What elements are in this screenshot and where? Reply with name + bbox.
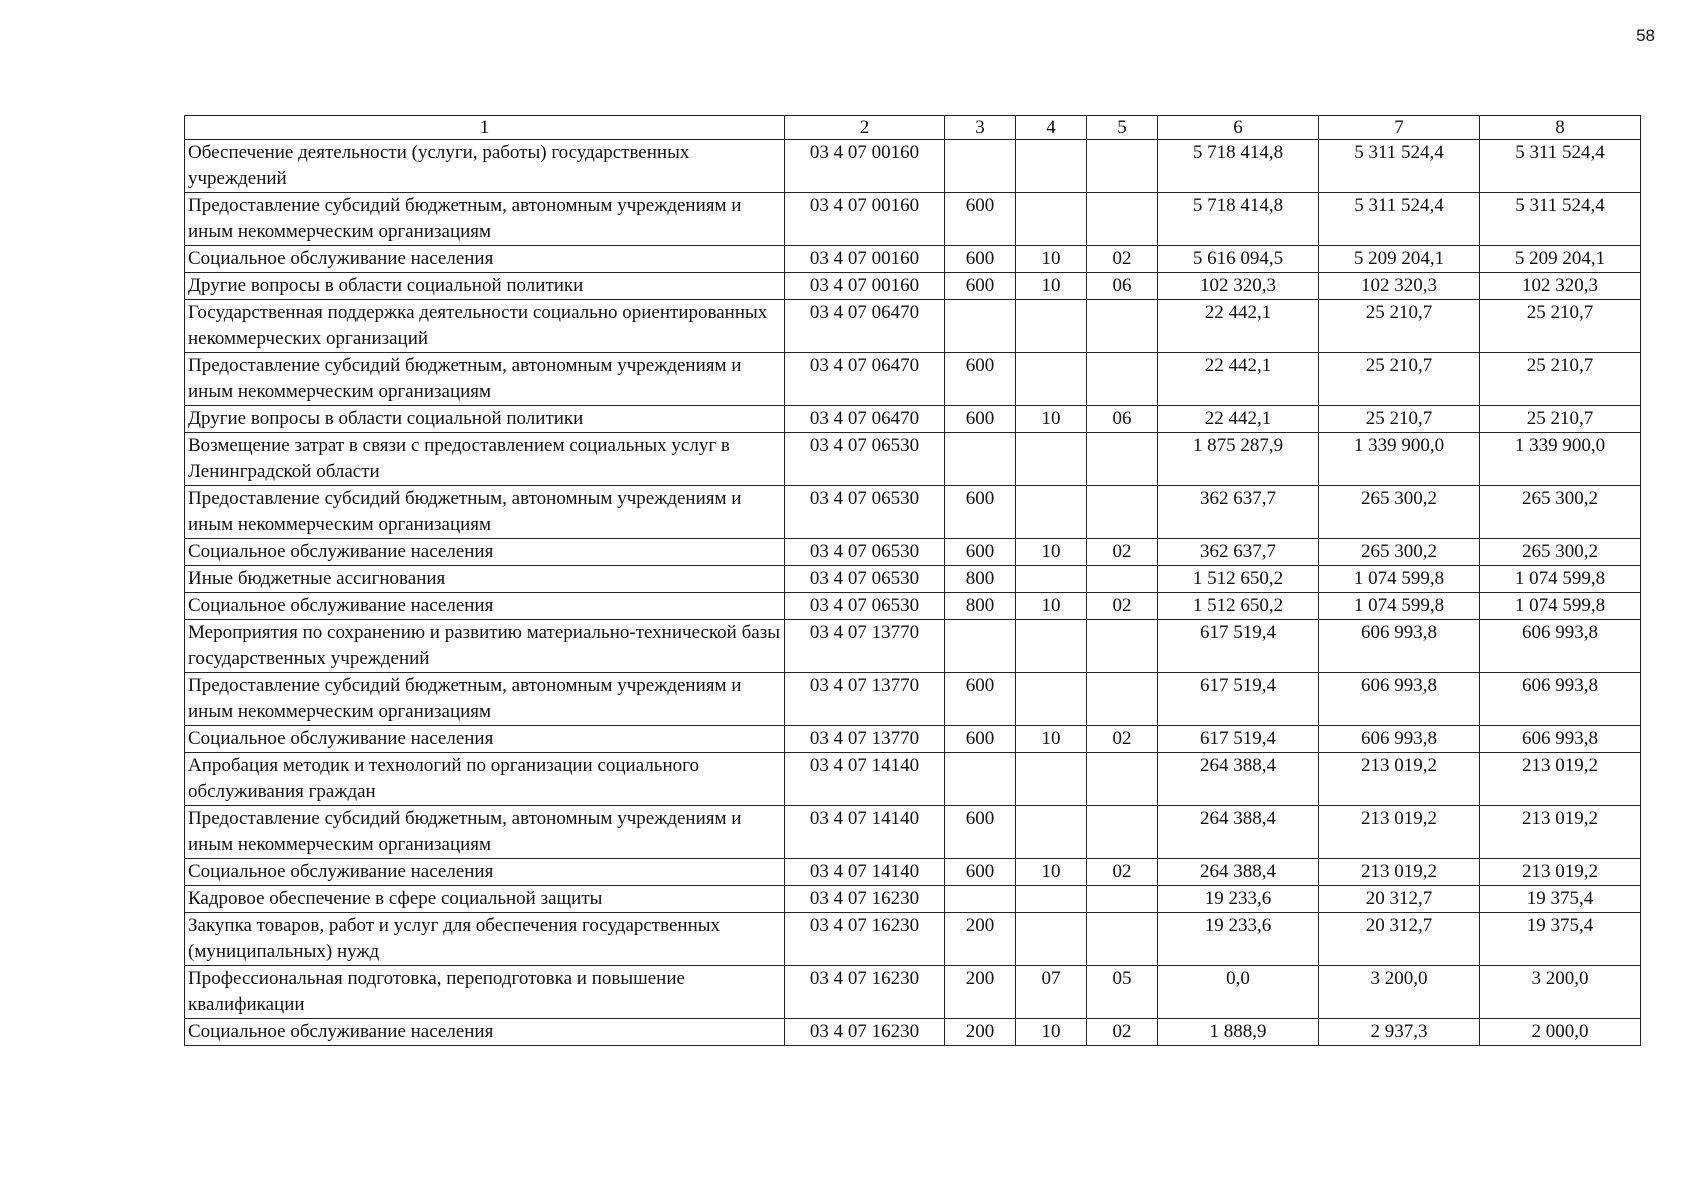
amount-col7-cell: 265 300,2 bbox=[1319, 539, 1480, 566]
subsection-cell bbox=[1087, 433, 1158, 486]
expense-type-cell: 600 bbox=[945, 859, 1016, 886]
section-cell bbox=[1016, 353, 1087, 406]
amount-col6-cell: 264 388,4 bbox=[1158, 753, 1319, 806]
item-name-cell: Другие вопросы в области социальной политики bbox=[185, 406, 785, 433]
expense-type-cell bbox=[945, 886, 1016, 913]
target-code-cell: 03 4 07 00160 bbox=[785, 273, 945, 300]
amount-col7-cell: 3 200,0 bbox=[1319, 966, 1480, 1019]
amount-col8-cell: 1 074 599,8 bbox=[1480, 593, 1641, 620]
amount-col7-cell: 25 210,7 bbox=[1319, 353, 1480, 406]
expense-type-cell bbox=[945, 300, 1016, 353]
amount-col6-cell: 617 519,4 bbox=[1158, 726, 1319, 753]
amount-col6-cell: 19 233,6 bbox=[1158, 913, 1319, 966]
item-name-cell: Предоставление субсидий бюджетным, автономным учреждениям и иным некоммерческим организациям bbox=[185, 673, 785, 726]
budget-table bbox=[184, 115, 1641, 1046]
section-cell bbox=[1016, 806, 1087, 859]
amount-col8-cell: 25 210,7 bbox=[1480, 353, 1641, 406]
expense-type-cell: 600 bbox=[945, 353, 1016, 406]
subsection-cell bbox=[1087, 620, 1158, 673]
amount-col7-cell: 606 993,8 bbox=[1319, 673, 1480, 726]
subsection-cell: 06 bbox=[1087, 273, 1158, 300]
amount-col8-cell: 25 210,7 bbox=[1480, 406, 1641, 433]
target-code-cell: 03 4 07 06530 bbox=[785, 593, 945, 620]
table-row bbox=[185, 486, 1641, 539]
section-cell bbox=[1016, 193, 1087, 246]
expense-type-cell bbox=[945, 620, 1016, 673]
item-name-cell: Апробация методик и технологий по организации социального обслуживания граждан bbox=[185, 753, 785, 806]
target-code-cell: 03 4 07 06530 bbox=[785, 433, 945, 486]
table-row bbox=[185, 886, 1641, 913]
section-cell bbox=[1016, 886, 1087, 913]
expense-type-cell bbox=[945, 433, 1016, 486]
table-row bbox=[185, 753, 1641, 806]
amount-col7-cell: 213 019,2 bbox=[1319, 753, 1480, 806]
amount-col6-cell: 19 233,6 bbox=[1158, 886, 1319, 913]
column-number-3: 3 bbox=[945, 116, 1016, 140]
target-code-cell: 03 4 07 14140 bbox=[785, 753, 945, 806]
section-cell bbox=[1016, 486, 1087, 539]
target-code-cell: 03 4 07 06530 bbox=[785, 486, 945, 539]
table-row bbox=[185, 913, 1641, 966]
item-name-cell: Социальное обслуживание населения bbox=[185, 859, 785, 886]
amount-col7-cell: 2 937,3 bbox=[1319, 1019, 1480, 1046]
expense-type-cell: 600 bbox=[945, 246, 1016, 273]
page-number: 58 bbox=[1636, 26, 1655, 45]
amount-col6-cell: 102 320,3 bbox=[1158, 273, 1319, 300]
expense-type-cell bbox=[945, 753, 1016, 806]
item-name-cell: Закупка товаров, работ и услуг для обеспечения государственных (муниципальных) нужд bbox=[185, 913, 785, 966]
amount-col8-cell: 102 320,3 bbox=[1480, 273, 1641, 300]
amount-col6-cell: 617 519,4 bbox=[1158, 620, 1319, 673]
amount-col7-cell: 5 311 524,4 bbox=[1319, 140, 1480, 193]
subsection-cell: 02 bbox=[1087, 593, 1158, 620]
amount-col8-cell: 1 339 900,0 bbox=[1480, 433, 1641, 486]
section-cell: 10 bbox=[1016, 1019, 1087, 1046]
table-row bbox=[185, 593, 1641, 620]
expense-type-cell: 600 bbox=[945, 486, 1016, 539]
subsection-cell bbox=[1087, 886, 1158, 913]
item-name-cell: Предоставление субсидий бюджетным, автономным учреждениям и иным некоммерческим организациям bbox=[185, 806, 785, 859]
amount-col6-cell: 1 875 287,9 bbox=[1158, 433, 1319, 486]
column-number-7: 7 bbox=[1319, 116, 1480, 140]
table-row bbox=[185, 300, 1641, 353]
amount-col6-cell: 22 442,1 bbox=[1158, 406, 1319, 433]
amount-col7-cell: 213 019,2 bbox=[1319, 859, 1480, 886]
amount-col8-cell: 5 209 204,1 bbox=[1480, 246, 1641, 273]
amount-col6-cell: 0,0 bbox=[1158, 966, 1319, 1019]
amount-col7-cell: 606 993,8 bbox=[1319, 620, 1480, 673]
amount-col8-cell: 213 019,2 bbox=[1480, 806, 1641, 859]
column-number-1: 1 bbox=[185, 116, 785, 140]
column-number-4: 4 bbox=[1016, 116, 1087, 140]
item-name-cell: Государственная поддержка деятельности социально ориентированных некоммерческих организаций bbox=[185, 300, 785, 353]
section-cell bbox=[1016, 433, 1087, 486]
amount-col8-cell: 2 000,0 bbox=[1480, 1019, 1641, 1046]
target-code-cell: 03 4 07 00160 bbox=[785, 140, 945, 193]
section-cell: 07 bbox=[1016, 966, 1087, 1019]
amount-col6-cell: 1 512 650,2 bbox=[1158, 593, 1319, 620]
target-code-cell: 03 4 07 13770 bbox=[785, 620, 945, 673]
expense-type-cell: 200 bbox=[945, 913, 1016, 966]
table-row bbox=[185, 1019, 1641, 1046]
column-number-2: 2 bbox=[785, 116, 945, 140]
amount-col7-cell: 25 210,7 bbox=[1319, 300, 1480, 353]
amount-col7-cell: 102 320,3 bbox=[1319, 273, 1480, 300]
amount-col7-cell: 213 019,2 bbox=[1319, 806, 1480, 859]
amount-col8-cell: 5 311 524,4 bbox=[1480, 140, 1641, 193]
amount-col7-cell: 20 312,7 bbox=[1319, 913, 1480, 966]
target-code-cell: 03 4 07 13770 bbox=[785, 726, 945, 753]
amount-col7-cell: 1 339 900,0 bbox=[1319, 433, 1480, 486]
item-name-cell: Профессиональная подготовка, переподготовка и повышение квалификации bbox=[185, 966, 785, 1019]
amount-col6-cell: 5 616 094,5 bbox=[1158, 246, 1319, 273]
target-code-cell: 03 4 07 14140 bbox=[785, 859, 945, 886]
subsection-cell bbox=[1087, 913, 1158, 966]
target-code-cell: 03 4 07 16230 bbox=[785, 1019, 945, 1046]
target-code-cell: 03 4 07 13770 bbox=[785, 673, 945, 726]
target-code-cell: 03 4 07 00160 bbox=[785, 193, 945, 246]
item-name-cell: Предоставление субсидий бюджетным, автономным учреждениям и иным некоммерческим организациям bbox=[185, 193, 785, 246]
table-row bbox=[185, 273, 1641, 300]
section-cell bbox=[1016, 620, 1087, 673]
subsection-cell: 02 bbox=[1087, 539, 1158, 566]
subsection-cell bbox=[1087, 353, 1158, 406]
section-cell bbox=[1016, 140, 1087, 193]
subsection-cell: 06 bbox=[1087, 406, 1158, 433]
target-code-cell: 03 4 07 06530 bbox=[785, 539, 945, 566]
section-cell: 10 bbox=[1016, 246, 1087, 273]
subsection-cell bbox=[1087, 486, 1158, 539]
expense-type-cell: 800 bbox=[945, 566, 1016, 593]
table-row bbox=[185, 966, 1641, 1019]
amount-col6-cell: 264 388,4 bbox=[1158, 806, 1319, 859]
item-name-cell: Социальное обслуживание населения bbox=[185, 1019, 785, 1046]
amount-col6-cell: 264 388,4 bbox=[1158, 859, 1319, 886]
amount-col6-cell: 5 718 414,8 bbox=[1158, 140, 1319, 193]
section-cell bbox=[1016, 566, 1087, 593]
table-header-row bbox=[185, 116, 1641, 140]
amount-col7-cell: 5 209 204,1 bbox=[1319, 246, 1480, 273]
item-name-cell: Возмещение затрат в связи с предоставлением социальных услуг в Ленинградской области bbox=[185, 433, 785, 486]
section-cell: 10 bbox=[1016, 539, 1087, 566]
target-code-cell: 03 4 07 06470 bbox=[785, 300, 945, 353]
target-code-cell: 03 4 07 00160 bbox=[785, 246, 945, 273]
amount-col6-cell: 1 512 650,2 bbox=[1158, 566, 1319, 593]
amount-col8-cell: 606 993,8 bbox=[1480, 620, 1641, 673]
section-cell bbox=[1016, 673, 1087, 726]
amount-col8-cell: 1 074 599,8 bbox=[1480, 566, 1641, 593]
table-row bbox=[185, 566, 1641, 593]
subsection-cell bbox=[1087, 753, 1158, 806]
table-row bbox=[185, 806, 1641, 859]
amount-col7-cell: 1 074 599,8 bbox=[1319, 566, 1480, 593]
expense-type-cell: 600 bbox=[945, 673, 1016, 726]
amount-col7-cell: 25 210,7 bbox=[1319, 406, 1480, 433]
amount-col8-cell: 213 019,2 bbox=[1480, 859, 1641, 886]
table-row bbox=[185, 140, 1641, 193]
item-name-cell: Обеспечение деятельности (услуги, работы) государственных учреждений bbox=[185, 140, 785, 193]
target-code-cell: 03 4 07 06470 bbox=[785, 353, 945, 406]
section-cell: 10 bbox=[1016, 273, 1087, 300]
section-cell bbox=[1016, 300, 1087, 353]
subsection-cell bbox=[1087, 566, 1158, 593]
amount-col8-cell: 3 200,0 bbox=[1480, 966, 1641, 1019]
table-row bbox=[185, 673, 1641, 726]
table-row bbox=[185, 246, 1641, 273]
target-code-cell: 03 4 07 16230 bbox=[785, 886, 945, 913]
item-name-cell: Другие вопросы в области социальной политики bbox=[185, 273, 785, 300]
expense-type-cell: 600 bbox=[945, 406, 1016, 433]
item-name-cell: Социальное обслуживание населения bbox=[185, 539, 785, 566]
table-row bbox=[185, 859, 1641, 886]
amount-col8-cell: 19 375,4 bbox=[1480, 913, 1641, 966]
target-code-cell: 03 4 07 06470 bbox=[785, 406, 945, 433]
expense-type-cell: 600 bbox=[945, 273, 1016, 300]
amount-col8-cell: 265 300,2 bbox=[1480, 539, 1641, 566]
expense-type-cell: 200 bbox=[945, 966, 1016, 1019]
amount-col7-cell: 20 312,7 bbox=[1319, 886, 1480, 913]
target-code-cell: 03 4 07 06530 bbox=[785, 566, 945, 593]
amount-col7-cell: 606 993,8 bbox=[1319, 726, 1480, 753]
item-name-cell: Предоставление субсидий бюджетным, автономным учреждениям и иным некоммерческим организациям bbox=[185, 353, 785, 406]
table-row bbox=[185, 433, 1641, 486]
expense-type-cell: 600 bbox=[945, 193, 1016, 246]
subsection-cell: 02 bbox=[1087, 246, 1158, 273]
amount-col6-cell: 362 637,7 bbox=[1158, 539, 1319, 566]
subsection-cell bbox=[1087, 673, 1158, 726]
column-number-8: 8 bbox=[1480, 116, 1641, 140]
column-number-6: 6 bbox=[1158, 116, 1319, 140]
subsection-cell bbox=[1087, 300, 1158, 353]
expense-type-cell: 600 bbox=[945, 539, 1016, 566]
subsection-cell: 05 bbox=[1087, 966, 1158, 1019]
item-name-cell: Социальное обслуживание населения bbox=[185, 726, 785, 753]
expense-type-cell bbox=[945, 140, 1016, 193]
subsection-cell bbox=[1087, 193, 1158, 246]
amount-col6-cell: 22 442,1 bbox=[1158, 300, 1319, 353]
amount-col6-cell: 1 888,9 bbox=[1158, 1019, 1319, 1046]
subsection-cell bbox=[1087, 140, 1158, 193]
target-code-cell: 03 4 07 14140 bbox=[785, 806, 945, 859]
subsection-cell bbox=[1087, 806, 1158, 859]
section-cell: 10 bbox=[1016, 406, 1087, 433]
section-cell bbox=[1016, 913, 1087, 966]
item-name-cell: Иные бюджетные ассигнования bbox=[185, 566, 785, 593]
amount-col8-cell: 606 993,8 bbox=[1480, 673, 1641, 726]
expense-type-cell: 200 bbox=[945, 1019, 1016, 1046]
amount-col6-cell: 362 637,7 bbox=[1158, 486, 1319, 539]
expense-type-cell: 600 bbox=[945, 806, 1016, 859]
table-row bbox=[185, 620, 1641, 673]
target-code-cell: 03 4 07 16230 bbox=[785, 966, 945, 1019]
section-cell: 10 bbox=[1016, 726, 1087, 753]
amount-col6-cell: 22 442,1 bbox=[1158, 353, 1319, 406]
amount-col7-cell: 5 311 524,4 bbox=[1319, 193, 1480, 246]
table-row bbox=[185, 193, 1641, 246]
amount-col6-cell: 5 718 414,8 bbox=[1158, 193, 1319, 246]
amount-col8-cell: 606 993,8 bbox=[1480, 726, 1641, 753]
amount-col6-cell: 617 519,4 bbox=[1158, 673, 1319, 726]
section-cell: 10 bbox=[1016, 593, 1087, 620]
subsection-cell: 02 bbox=[1087, 1019, 1158, 1046]
target-code-cell: 03 4 07 16230 bbox=[785, 913, 945, 966]
amount-col8-cell: 19 375,4 bbox=[1480, 886, 1641, 913]
amount-col7-cell: 1 074 599,8 bbox=[1319, 593, 1480, 620]
item-name-cell: Социальное обслуживание населения bbox=[185, 246, 785, 273]
amount-col8-cell: 5 311 524,4 bbox=[1480, 193, 1641, 246]
amount-col8-cell: 265 300,2 bbox=[1480, 486, 1641, 539]
section-cell bbox=[1016, 753, 1087, 806]
amount-col8-cell: 213 019,2 bbox=[1480, 753, 1641, 806]
item-name-cell: Социальное обслуживание населения bbox=[185, 593, 785, 620]
table-row bbox=[185, 539, 1641, 566]
item-name-cell: Кадровое обеспечение в сфере социальной защиты bbox=[185, 886, 785, 913]
table-row bbox=[185, 406, 1641, 433]
table-row bbox=[185, 726, 1641, 753]
item-name-cell: Мероприятия по сохранению и развитию материально-технической базы государственных учреждений bbox=[185, 620, 785, 673]
column-number-5: 5 bbox=[1087, 116, 1158, 140]
section-cell: 10 bbox=[1016, 859, 1087, 886]
amount-col7-cell: 265 300,2 bbox=[1319, 486, 1480, 539]
expense-type-cell: 800 bbox=[945, 593, 1016, 620]
expense-type-cell: 600 bbox=[945, 726, 1016, 753]
amount-col8-cell: 25 210,7 bbox=[1480, 300, 1641, 353]
table-row bbox=[185, 353, 1641, 406]
subsection-cell: 02 bbox=[1087, 859, 1158, 886]
item-name-cell: Предоставление субсидий бюджетным, автономным учреждениям и иным некоммерческим организациям bbox=[185, 486, 785, 539]
subsection-cell: 02 bbox=[1087, 726, 1158, 753]
